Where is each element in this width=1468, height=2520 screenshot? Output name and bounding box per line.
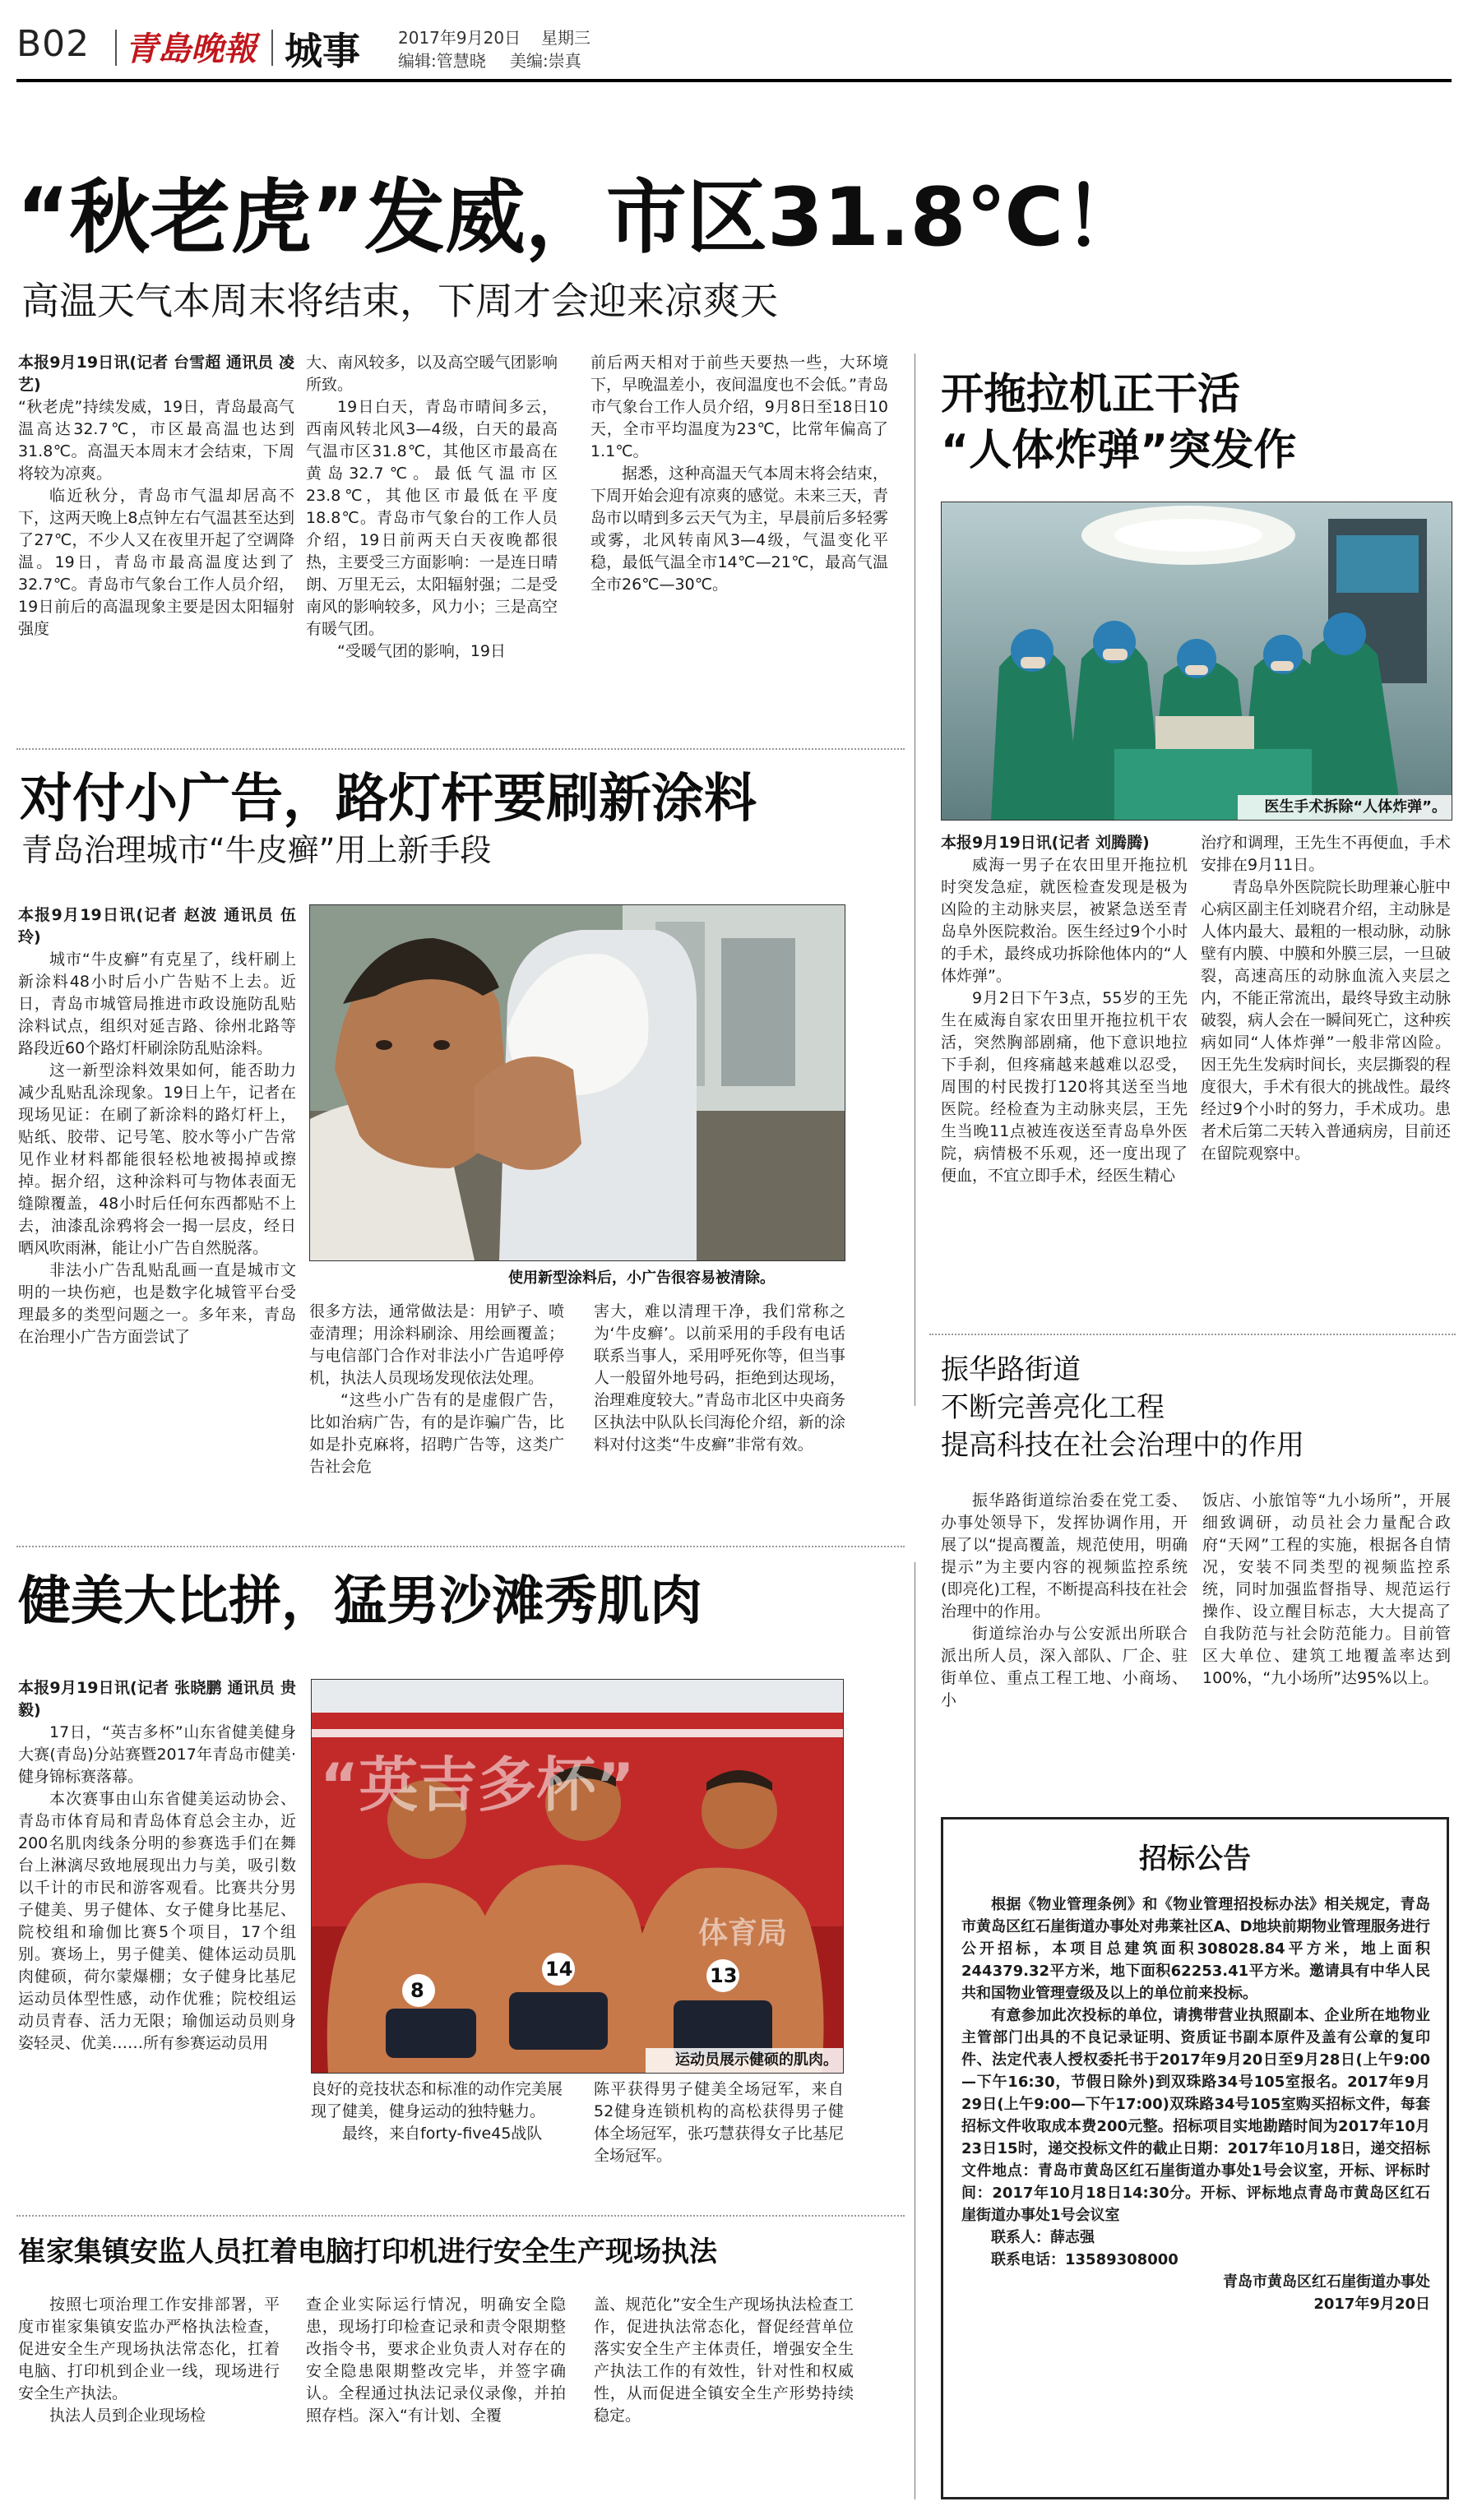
- story1-lead: 本报9月19日讯(记者 台雪超 通讯员 凌艺): [18, 354, 294, 394]
- story3-column-3: [594, 1301, 845, 1547]
- story6-headline: 崔家集镇安监人员扛着电脑打印机进行安全生产现场执法: [18, 2236, 717, 2268]
- paragraph: “受暖气团的影响，19日: [337, 642, 507, 660]
- masthead-divider: [271, 30, 273, 66]
- paragraph: 青岛阜外医院院长助理兼心脏中心病区副主任刘晓君介绍，主动脉是人体内最大、最粗的一根动脉，动脉壁有内膜、中膜和外膜三层，一旦破裂，高速高压的动脉血流入夹层之内，不能正常流出，最终导致主动脉破裂，病人会在一瞬间死亡，这种疾病如同“人体炸弹”一般非常凶险。因王先生发病时间长，夹层撕裂的程度很大，手术有很大的挑战性。最终经过9个小时的努力，手术成功。患者术后第二天转入普通病房，目前还在留院观察中。: [1201, 878, 1451, 1163]
- story2-lead: 本报9月19日讯(记者 刘腾腾): [941, 834, 1150, 852]
- paragraph: 盖、规范化”安全生产现场执法检查工作，促进执法常态化，督促经营单位落实安全生产主体责任，增强安全生产执法工作的有效性，针对性和权威性，从而促进全镇安全生产形势持续稳定。: [594, 2296, 854, 2425]
- story1-column-1: [18, 352, 294, 738]
- contact-phone: 联系电话：13589308000: [991, 2251, 1179, 2268]
- paragraph: 陈平获得男子健美全场冠军，来自52健身连锁机构的高松获得男子健体全场冠军，张巧慧获得女子比基尼全场冠军。: [594, 2080, 844, 2165]
- competitor-bib: 13: [710, 1964, 738, 1987]
- story5-headline: 健美大比拼，猛男沙滩秀肌肉: [18, 1571, 702, 1632]
- story1-column-3: [590, 352, 888, 738]
- story1-headline: “秋老虎”发威，市区31.8℃！: [16, 171, 1145, 265]
- story6-column-3: [594, 2294, 854, 2499]
- paragraph: 街道综治办与公安派出所联合派出所人员，深入部队、厂企、驻街单位、重点工程工地、小商场、小: [941, 1625, 1188, 1709]
- surgery-photo-caption: 医生手术拆除“人体炸弹”。: [1264, 798, 1447, 816]
- notice-date: 2017年9月20日: [1313, 2296, 1430, 2313]
- story3-subtitle: 青岛治理城市“牛皮癣”用上新手段: [21, 832, 492, 868]
- story4-headline-line3: 提高科技在社会治理中的作用: [941, 1429, 1304, 1462]
- paragraph: 治疗和调理，王先生不再便血，手术安排在9月11日。: [1201, 834, 1451, 874]
- competitor-bib: 8: [410, 1979, 424, 2002]
- designer-credit: 美编:崇真: [510, 51, 581, 71]
- story6-column-2: [306, 2294, 566, 2499]
- story4-column-1: [941, 1490, 1188, 1802]
- bodybuilding-photo: [311, 1679, 844, 2074]
- story2-headline-line1: 开拖拉机正干活: [941, 370, 1241, 419]
- tender-notice-title: 招标公告: [1139, 1843, 1251, 1875]
- paragraph: 前后两天相对于前些天要热一些，大环境下，早晚温差小，夜间温度也不会低。”青岛市气象台工作人员介绍，9月8日至18日10天，全市平均温度为23℃，比常年偏高了1.1℃。: [590, 354, 888, 460]
- newspaper-logo: 青島晚報: [125, 30, 257, 68]
- masthead-divider: [115, 30, 117, 66]
- story5-lead: 本报9月19日讯(记者 张晓鹏 通讯员 贵毅): [18, 1679, 296, 1719]
- page-number: B02: [16, 23, 90, 65]
- paragraph: 查企业实际运行情况，明确安全隐患，现场打印检查记录和责令限期整改指令书，要求企业负责人对存在的安全隐患限期整改完毕，并签字确认。全程通过执法记录仪录像，并拍照存档。深入“有计划、全覆: [306, 2296, 566, 2425]
- paragraph: 有意参加此次投标的单位，请携带营业执照副本、企业所在地物业主管部门出具的不良记录证明、资质证书副本原件及盖有公章的复印件、法定代表人授权委托书于2017年9月20日至9月28日(上午9:00—下午16:30，节假日除外)到双珠路34号105室报名。2017年9月29日(上午9:00—下午17:00)双珠路34号105室购买招标文件，每套招标文件收取成本费200元整。招标项目实地勘踏时间为2017年10月23日15时，递交投标文件的截止日期：2017年10月18日，递交招标文件地点：青岛市黄岛区红石崖街道办事处1号会议室，开标、评标时间：2017年10月18日14:30分。开标、评标地点青岛市黄岛区红石崖街道办事处1号会议室: [961, 2007, 1430, 2224]
- separator: [16, 1546, 905, 1547]
- photo-banner-text: “英吉多杯”: [320, 1750, 635, 1819]
- competitor-bib: 14: [545, 1958, 573, 1981]
- story5-column-3: [594, 2078, 844, 2210]
- story3-column-1: [18, 904, 296, 1537]
- editor-credit: 编辑:管慧晓: [398, 51, 486, 71]
- paragraph: 振华路街道综治委在党工委、办事处领导下，发挥协调作用，开展了以“提高覆盖，规范使用，明确提示”为主要内容的视频监控系统(即亮化)工程，不断提高科技在社会治理中的作用。: [941, 1491, 1188, 1621]
- paragraph: 很多方法，通常做法是：用铲子、喷壶清理；用涂料刷涂、用绘画覆盖；与电信部门合作对非法小广告追呼停机，执法人员现场发现依法处理。: [309, 1302, 564, 1387]
- story1-column-2: [306, 352, 558, 738]
- paragraph: 本次赛事由山东省健美运动协会、青岛市体育局和青岛体育总会主办，近200名肌肉线条分明的参赛选手们在舞台上淋漓尽致地展现出力与美，吸引数以千计的市民和游客观看。比赛共分男子健美、男子健体、女子健身比基尼、院校组和瑜伽比赛5个项目，17个组别。赛场上，男子健美、健体运动员肌肉健硕，荷尔蒙爆棚；女子健身比基尼运动员体型性感，动作优雅；院校组运动员青春、活力无限；瑜伽运动员则身姿轻灵、优美……所有参赛运动员用: [18, 1790, 296, 2052]
- issue-weekday: 星期三: [541, 28, 590, 48]
- bodybuilding-photo-caption: 运动员展示健硕的肌肉。: [675, 2051, 838, 2069]
- paragraph: 最终，来自forty-five45战队: [342, 2125, 543, 2143]
- story6-column-1: [18, 2294, 280, 2499]
- paragraph: 威海一男子在农田里开拖拉机时突发急症，就医检查发现是极为凶险的主动脉夹层，被紧急送至青岛阜外医院救治。医生经过9个小时的手术，最终成功拆除他体内的“人体炸弹”。: [941, 856, 1188, 985]
- story2-headline-line2: “人体炸弹”突发作: [941, 426, 1297, 475]
- issue-date: 2017年9月20日: [398, 28, 521, 48]
- paragraph: 这一新型涂料效果如何，能否助力减少乱贴乱涂现象。19日上午，记者在现场见证：在刷了新涂料的路灯杆上，贴纸、胶带、记号笔、胶水等小广告常见作业材料都能很轻松地被揭掉或擦掉。据介绍，这种涂料可与物体表面无缝隙覆盖，48小时后任何东西都贴不上去，油漆乱涂鸦将会一揭一层皮，经日晒风吹雨淋，能让小广告自然脱落。: [18, 1061, 296, 1257]
- story4-column-2: [1202, 1490, 1451, 1802]
- separator: [16, 2215, 905, 2217]
- masthead: [0, 0, 1468, 82]
- paragraph: 害大，难以清理干净，我们常称之为‘牛皮癣’。以前采用的手段有电话联系当事人，采用呼死你等，但当事人一般留外地号码，拒绝到达现场，治理难度较大。”青岛市北区中央商务区执法中队队长闫海伦介绍，新的涂料对付这类“牛皮癣”非常有效。: [594, 1302, 845, 1454]
- tender-notice-box: [941, 1817, 1449, 2499]
- separator: [929, 1334, 1456, 1335]
- separator: [16, 748, 905, 750]
- paragraph: “这些小广告有的是虚假广告，比如治病广告，有的是诈骗广告，比如是扑克麻将，招聘广告等，这类广告社会危: [309, 1391, 564, 1476]
- paragraph: 根据《物业管理条例》和《物业管理招投标办法》相关规定，青岛市黄岛区红石崖街道办事处对弗莱社区A、D地块前期物业管理服务进行公开招标，本项目总建筑面积308028.84平方米，地上面积244379.32平方米，地下面积62253.41平方米。邀请具有中华人民共和国物业管理壹级及以上的单位前来投标。: [961, 1896, 1430, 2002]
- paragraph: 城市“牛皮癣”有克星了，线杆刷上新涂料48小时后小广告贴不上去。近日，青岛市城管局推进市政设施防乱贴涂料试点，组织对延吉路、徐州北路等路段近60个路灯杆刷涂防乱贴涂料。: [18, 950, 296, 1057]
- story4-headline-line1: 振华路街道: [941, 1353, 1081, 1386]
- street-light-photo: [309, 904, 845, 1261]
- story1-subtitle: 高温天气本周末将结束，下周才会迎来凉爽天: [21, 279, 778, 323]
- paragraph: 大、南风较多，以及高空暖气团影响所致。: [306, 354, 558, 394]
- photo-banner-text-2: 体育局: [698, 1917, 788, 1950]
- story3-lead: 本报9月19日讯(记者 赵波 通讯员 伍玲): [18, 906, 296, 946]
- masthead-rule: [16, 79, 1452, 82]
- paragraph: 饭店、小旅馆等“九小场所”，开展细致调研，动员社会力量配合政府“天网”工程的实施，根据各自情况，安装不同类型的视频监控系统，同时加强监督指导、规范运行操作、设立醒目标志，大大提高了自我防范与社会防范能力。目前管区大单位、建筑工地覆盖率达到100%，“九小场所”达95%以上。: [1202, 1491, 1451, 1687]
- story2-column-1: [941, 832, 1188, 1399]
- story5-column-2: [311, 2078, 563, 2210]
- tender-notice-body: [961, 1893, 1430, 2315]
- paragraph: 临近秋分，青岛市气温却居高不下，这两天晚上8点钟左右气温甚至达到了27℃，不少人又在夜里开起了空调降温。19日，青岛市最高温度达到了32.7℃。青岛市气象台工作人员介绍，19日前后的高温现象主要是因太阳辐射强度: [18, 487, 294, 638]
- paragraph: “秋老虎”持续发威，19日，青岛最高气温高达32.7℃，市区最高温也达到31.8℃。高温天本周末才会结束，下周将较为凉爽。: [18, 398, 294, 483]
- paragraph: 19日白天，青岛市晴间多云，西南风转北风3—4级，白天的最高气温市区31.8℃，其他区市最高在黄岛32.7℃。最低气温市区23.8℃，其他区市最低在平度18.8℃。青岛市气象台的工作人员介绍，19日前两天白天夜晚都很热，主要受三方面影响：一是连日晴朗、万里无云，太阳辐射强；二是受南风的影响较多，风力小；三是高空有暖气团。: [306, 398, 558, 638]
- notice-signer: 青岛市黄岛区红石崖街道办事处: [1223, 2273, 1430, 2291]
- paragraph: 良好的竞技状态和标准的动作完美展现了健美，健身运动的独特魅力。: [311, 2080, 563, 2120]
- contact-person: 联系人：薛志强: [991, 2229, 1095, 2246]
- section-name: 城事: [285, 29, 360, 73]
- surgery-photo: [941, 502, 1452, 821]
- story3-headline: 对付小广告，路灯杆要刷新涂料: [20, 769, 757, 830]
- story4-headline-line2: 不断完善亮化工程: [941, 1391, 1165, 1424]
- story2-column-2: [1201, 832, 1451, 1399]
- story5-column-1: [18, 1677, 296, 2212]
- paragraph: 非法小广告乱贴乱画一直是城市文明的一块伤疤，也是数字化城管平台受理最多的类型问题之一。多年来，青岛在治理小广告方面尝试了: [18, 1261, 296, 1346]
- paragraph: 执法人员到企业现场检: [49, 2407, 206, 2425]
- paragraph: 9月2日下午3点，55岁的王先生在威海自家农田里开拖拉机干农活，突然胸部剧痛，他下意识地拉下手刹，但疼痛越来越难以忍受，周围的村民拨打120将其送至当地医院。经检查为主动脉夹层，王先生当晚11点被连夜送至青岛阜外医院，病情极不乐观，还一度出现了便血，不宜立即手术，经医生精心: [941, 989, 1188, 1185]
- paragraph: 按照七项治理工作安排部署，平度市崔家集镇安监办严格执法检查，促进安全生产现场执法常态化，扛着电脑、打印机到企业一线，现场进行安全生产执法。: [18, 2296, 280, 2402]
- story3-column-2: [309, 1301, 564, 1547]
- paragraph: 据悉，这种高温天气本周末将会结束，下周开始会迎有凉爽的感觉。未来三天，青岛市以晴到多云天气为主，早晨前后多轻雾或雾，北风转南风3—4级，气温变化平稳，最低气温全市14℃—21℃，最高气温全市26℃—30℃。: [590, 465, 888, 594]
- street-light-photo-caption: 使用新型涂料后，小广告很容易被清除。: [508, 1269, 775, 1287]
- paragraph: 17日，“英吉多杯”山东省健美健身大赛(青岛)分站赛暨2017年青岛市健美·健身锦标赛落幕。: [18, 1723, 296, 1786]
